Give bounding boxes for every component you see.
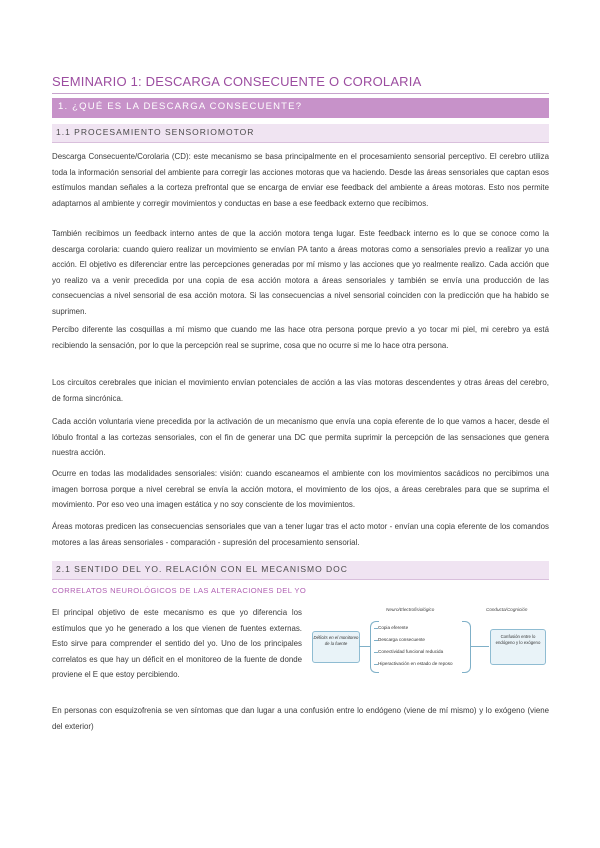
section-1-heading: 1. ¿QUÉ ES LA DESCARGA CONSECUENTE? xyxy=(58,101,303,112)
paragraph-final: En personas con esquizofrenia se ven síntomas que dan lugar a una confusión entre lo endógeno (viene de mí mismo) y lo exógeno (viene del exterior) xyxy=(52,706,549,731)
paragraph: Áreas motoras predicen las consecuencias sensoriales que van a tener lugar tras el acto motor - envían una copia eferente de los comandos motores a las áreas sensoriales - comparación - supresión del procesamiento sensorial. xyxy=(52,522,549,547)
section-1-1-heading: 1.1 PROCESAMIENTO SENSORIOMOTOR xyxy=(56,127,255,137)
diagram-source-box xyxy=(312,631,360,663)
diagram-connector-left xyxy=(359,646,370,647)
diagram-source-label: Déficits en el monitoreo de la fuente xyxy=(313,635,359,646)
diagram-bracket-right xyxy=(462,621,471,673)
diagram-result-label: Confusión entre lo endógeno y lo exógeno xyxy=(495,634,541,645)
diagram-header-left: Neuro/Electrofisiológico xyxy=(386,607,435,612)
diagram-result-box xyxy=(490,629,546,665)
diagram-item: Copia eferente xyxy=(378,625,409,630)
section-2-1-rule xyxy=(52,579,549,580)
paragraph: Descarga Consecuente/Corolaria (CD): este mecanismo se basa principalmente en el procesamiento sensorial perceptivo. El cerebro utiliza toda la información sensorial del ambiente para corregir las acciones motoras que va haciendo. Desde las áreas sensoriales que captan esos estímulos mandan señales a la corteza prefrontal que se encarga de enviar ese feedback del ambiente a áreas motoras. Esto nos permite adaptarnos al ambiente y corregir movimientos y conductas en base a ese feedback externo que recibimos. xyxy=(52,152,549,208)
subsection-heading: CORRELATOS NEUROLÓGICOS DE LAS ALTERACIONES DEL YO xyxy=(52,586,307,595)
diagram-item: Conectividad funcional reducida xyxy=(378,649,444,654)
section-1-header xyxy=(52,98,549,118)
paragraph: Percibo diferente las cosquillas a mí mismo que cuando me las hace otra persona porque previo a yo tocar mi piel, mi cerebro ya está recibiendo la sensación, por lo que la percepción real se suprime, cosa que no ocurre si me lo hace otra persona. xyxy=(52,325,549,350)
correlates-diagram xyxy=(310,607,548,685)
diagram-item: Descarga consecuente xyxy=(378,637,425,642)
section-2-1-header xyxy=(52,561,549,579)
paragraph-correlatos: El principal objetivo de este mecanismo es que yo diferencia los estímulos que yo he generado a los que vienen de fuentes externas. Esto sirve para comprender el sentido del yo. Uno de los principales correlatos es que hay un déficit en el monitoreo de la fuente de donde proviene el E que estoy percibiendo. xyxy=(52,608,302,679)
document-title: SEMINARIO 1: DESCARGA CONSECUENTE O COROLARIA xyxy=(52,74,422,89)
paragraph: Los circuitos cerebrales que inician el movimiento envían potenciales de acción a las vías motoras descendentes y otras áreas del cerebro, de forma sincrónica. xyxy=(52,378,549,403)
section-2-1-heading: 2.1 SENTIDO DEL YO. RELACIÓN CON EL MECANISMO DOC xyxy=(56,564,348,574)
diagram-item: Hiperactivación en estado de reposo xyxy=(378,661,453,666)
section-1-1-rule xyxy=(52,142,549,143)
diagram-header-right: Conducta/Cognición xyxy=(486,607,528,612)
paragraph: Cada acción voluntaria viene precedida por la activación de un mecanismo que envía una copia eferente de lo que vamos a hacer, desde el lóbulo frontal a las cortezas sensoriales, con el fin de generar una DC que permita suprimir la percepción de las sensaciones que genera nuestra acción. xyxy=(52,417,549,457)
paragraph: Ocurre en todas las modalidades sensoriales: visión: cuando escaneamos el ambiente con los movimientos sacádicos no percibimos una imagen borrosa porque a nivel cerebral se envía la acción motora, el movimiento de los ojos, a áreas cerebrales para que se suprima el movimiento. Por eso veo una imagen estática y no soy consciente de los movimientos. xyxy=(52,469,549,509)
paragraph: También recibimos un feedback interno antes de que la acción motora tenga lugar. Este feedback interno es lo que se conoce como la descarga corolaria: cuando quiero realizar un movimiento se envían PA tanto a áreas motoras como a sensoriales previo a realizar yo una acción. El objetivo es diferenciar entre las percepciones generadas por mí mismo y las acciones que yo realmente realizo. Cada acción que yo realizo va a venir precedida por una copia de esa acción motora a áreas sensoriales y también se envía una producción de las consecuencias a nivel sensorial de esa acción motora. Si las consecuencias a nivel sensorial coinciden con la predicción que ha habido se suprimen. xyxy=(52,229,549,316)
diagram-connector-right xyxy=(471,646,489,647)
section-1-1-header xyxy=(52,124,549,142)
title-divider xyxy=(52,93,549,94)
